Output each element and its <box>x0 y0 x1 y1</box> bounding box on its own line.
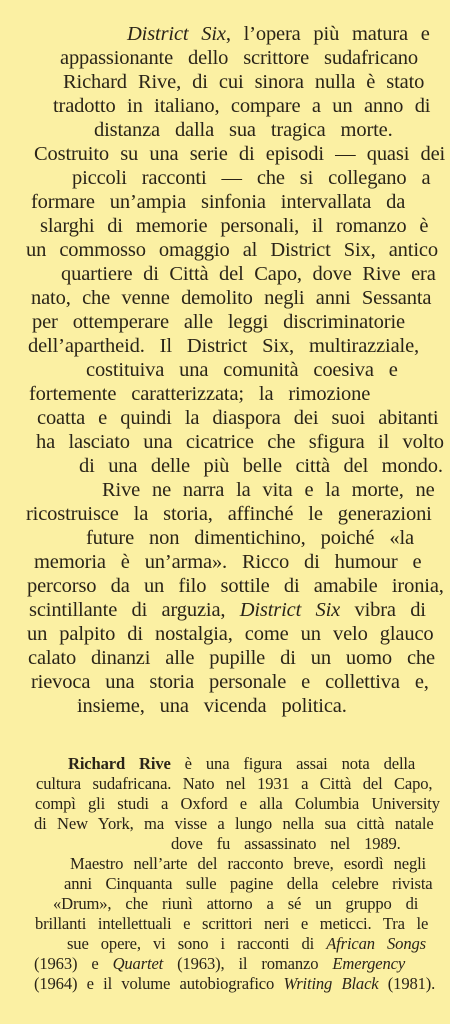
author-name: Richard Rive <box>68 754 171 773</box>
text-line <box>53 894 418 914</box>
italic-title: Emergency <box>332 954 406 973</box>
text-run: compì gli studi a Oxford e alla Columbia University <box>35 794 440 813</box>
text-line <box>37 406 438 430</box>
text-run: di New York, ma visse a lungo nella sua città natale <box>34 814 434 833</box>
text-line <box>35 794 440 814</box>
text-run: per ottemperare alle leggi discriminatorie <box>32 311 405 333</box>
text-run: ha lasciato una cicatrice che sfigura il volto <box>36 431 444 453</box>
text-line <box>40 214 428 238</box>
text-line <box>26 238 438 262</box>
text-run: vibra di <box>340 599 426 621</box>
text-run: (1964) e il volume autobiografico <box>34 974 284 993</box>
text-run: un palpito di nostalgia, come un velo glauco <box>27 623 434 645</box>
text-run: quartiere di Città del Capo, dove Rive era <box>61 263 436 285</box>
text-line <box>34 974 435 994</box>
text-run: distanza dalla sua tragica morte. <box>94 119 393 141</box>
text-run: scintillante di arguzia, <box>29 599 240 621</box>
text-run: future non dimentichino, poiché «la <box>86 527 414 549</box>
text-run: brillanti intellettuali e scrittori neri e meticci. Tra le <box>35 914 429 933</box>
text-run: è una figura assai nota della <box>170 754 416 773</box>
text-run: Richard Rive, di cui sinora nulla è stato <box>63 71 425 93</box>
text-run: Rive ne narra la vita e la morte, ne <box>102 479 435 501</box>
text-run: coatta e quindi la diaspora dei suoi abitanti <box>37 407 439 429</box>
text-run: memoria è un’arma». Ricco di humour e <box>34 551 422 573</box>
text-run: dove fu assassinato nel 1989. <box>171 834 401 853</box>
text-line <box>28 646 435 670</box>
text-run: ricostruisce la storia, affinché le generazioni <box>26 503 432 525</box>
text-run: sue opere, vi sono i racconti di <box>67 934 327 953</box>
text-line <box>36 774 432 794</box>
text-line <box>171 834 401 854</box>
text-run: (1981). <box>378 974 436 993</box>
text-line <box>127 22 430 46</box>
text-line <box>27 574 444 598</box>
text-run: piccoli racconti — che si collegano a <box>72 167 431 189</box>
text-line <box>79 454 443 478</box>
text-line <box>63 70 424 94</box>
text-run: (1963) e <box>34 954 113 973</box>
italic-title: Writing Black <box>283 974 379 993</box>
text-line <box>94 118 393 142</box>
text-run: slarghi di memorie personali, il romanzo è <box>40 215 429 237</box>
text-run: costituiva una comunità coesiva e <box>86 359 398 381</box>
text-run: formare un’ampia sinfonia intervallata da <box>31 191 406 213</box>
text-line <box>61 262 436 286</box>
text-line <box>86 526 414 550</box>
text-line <box>102 478 435 502</box>
text-line <box>31 190 405 214</box>
text-line <box>34 814 434 834</box>
italic-title: District Six <box>239 599 341 621</box>
text-line <box>36 430 444 454</box>
text-run: rievoca una storia personale e collettiva e, <box>31 671 429 693</box>
text-run: tradotto in italiano, compare a un anno di <box>53 95 431 117</box>
text-line <box>53 94 430 118</box>
text-line <box>34 550 421 574</box>
text-run: appassionante dello scrittore sudafricano <box>60 47 418 69</box>
italic-title: African Songs <box>326 934 426 953</box>
text-run: fortemente caratterizzata; la rimozione <box>29 383 371 405</box>
text-line <box>70 854 426 874</box>
text-run: Maestro nell’arte del racconto breve, esordì negli <box>70 854 427 873</box>
text-line <box>32 310 405 334</box>
text-line <box>26 502 432 526</box>
text-run: un commosso omaggio al District Six, antico <box>26 239 438 261</box>
text-line <box>68 754 415 774</box>
text-run: calato dinanzi alle pupille di un uomo che <box>28 647 435 669</box>
text-run: nato, che venne demolito negli anni Sessanta <box>31 287 432 309</box>
text-line <box>60 46 418 70</box>
text-line <box>86 358 398 382</box>
text-line <box>35 914 428 934</box>
text-line <box>29 382 370 406</box>
text-line <box>28 334 419 358</box>
text-line <box>64 874 433 894</box>
text-run: dell’apartheid. Il District Six, multirazziale, <box>28 335 420 357</box>
text-line <box>67 934 426 954</box>
text-run: , l’opera più matura e <box>225 23 430 45</box>
italic-title: Quartet <box>112 954 164 973</box>
text-run: «Drum», che riunì attorno a sé un gruppo di <box>53 894 419 913</box>
text-run: anni Cinquanta sulle pagine della celebre rivista <box>64 874 433 893</box>
text-run: di una delle più belle città del mondo. <box>79 455 443 477</box>
text-line <box>31 286 431 310</box>
text-line <box>31 670 429 694</box>
text-line <box>72 166 430 190</box>
text-run: insieme, una vicenda politica. <box>77 695 347 717</box>
italic-title: District Six <box>127 23 226 45</box>
text-line <box>29 598 426 622</box>
text-line <box>34 954 405 974</box>
text-line <box>77 694 347 718</box>
text-run: percorso da un filo sottile di amabile ironia, <box>27 575 444 597</box>
text-run: Costruito su una serie di episodi — quasi dei <box>34 143 446 165</box>
text-run: cultura sudafricana. Nato nel 1931 a Città del Capo, <box>36 774 433 793</box>
text-line <box>34 142 445 166</box>
text-run: (1963), il romanzo <box>163 954 333 973</box>
text-line <box>27 622 434 646</box>
